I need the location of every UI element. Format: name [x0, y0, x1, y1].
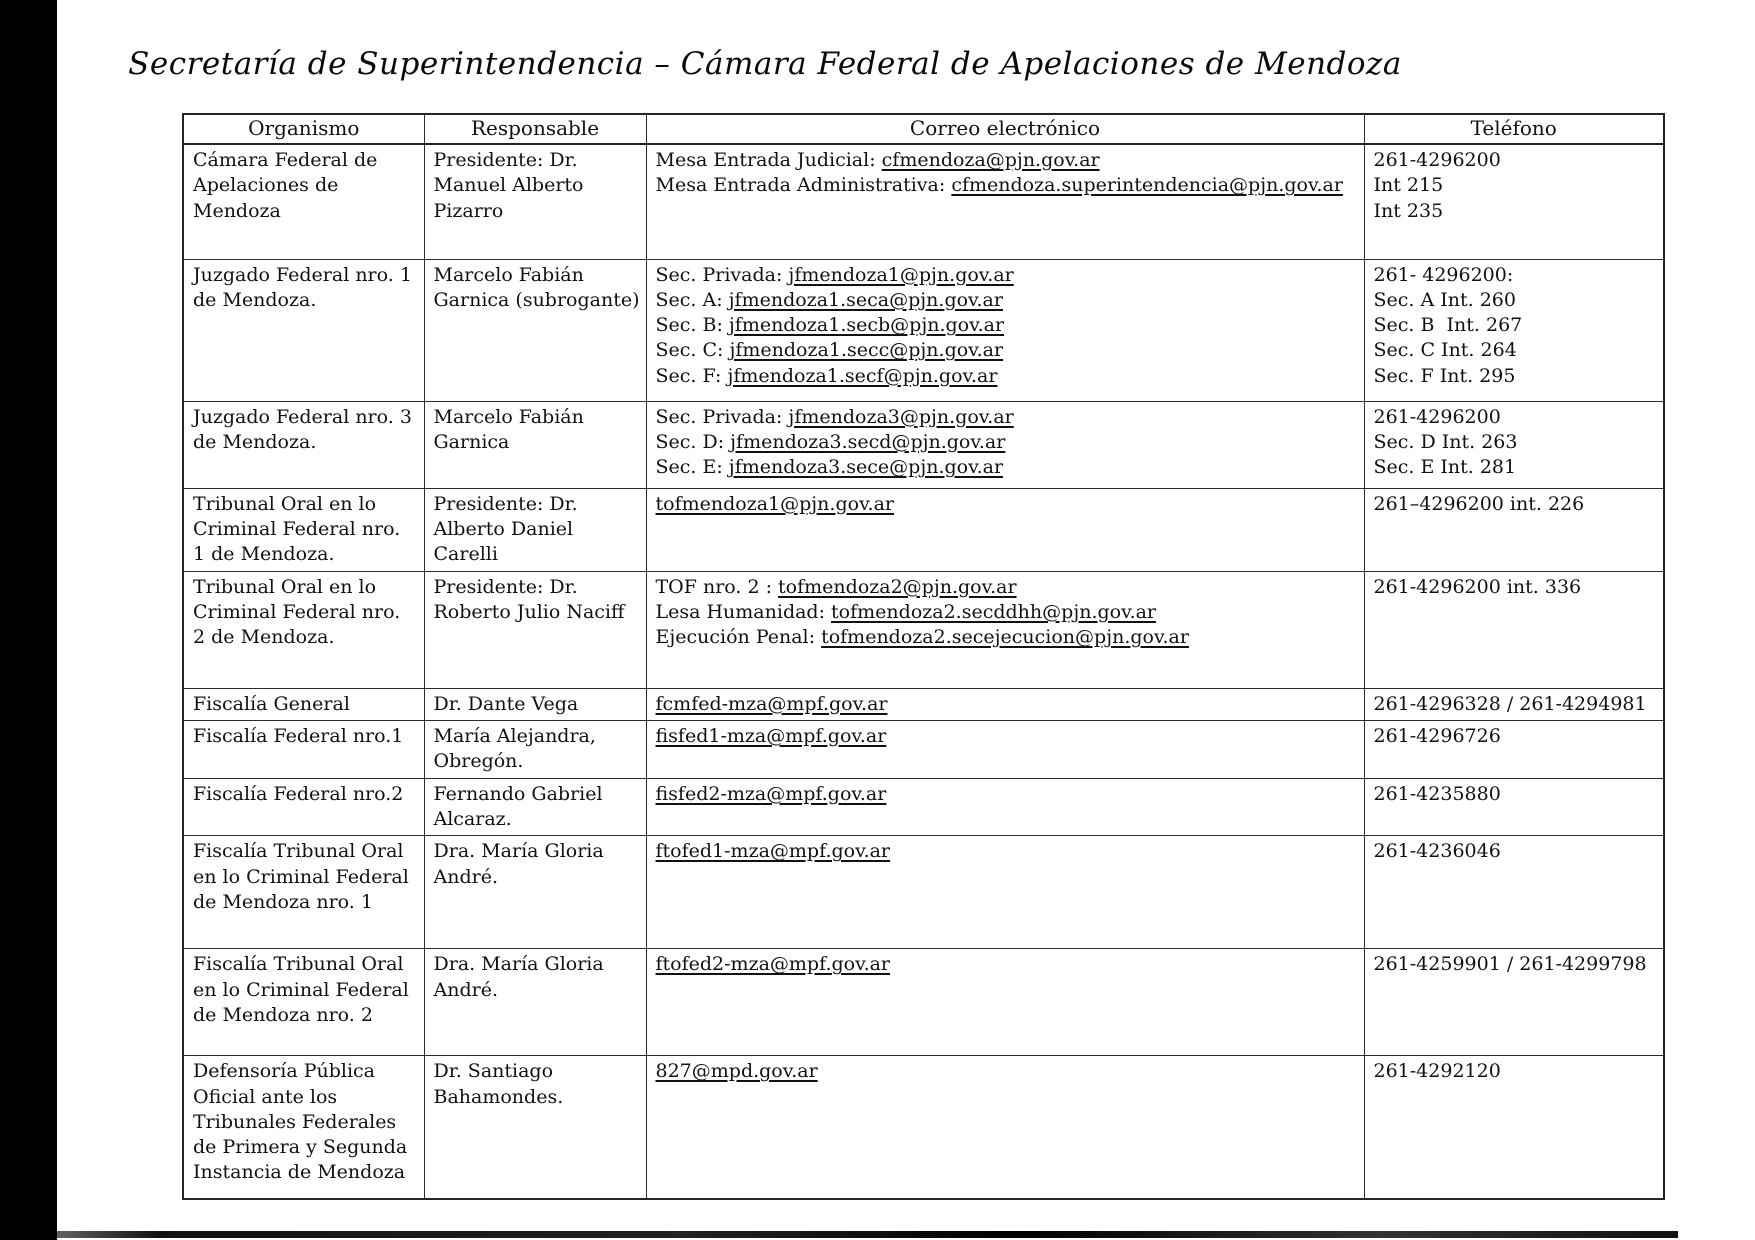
column-header-organismo: Organismo: [183, 114, 424, 144]
email-label: Sec. E:: [655, 456, 729, 479]
scan-artifact-left-bar: [0, 0, 57, 1240]
email-line: [656, 338, 1358, 363]
email-link[interactable]: ftofed1-mza@mpf.gov.ar: [655, 840, 891, 863]
cell-telefono: [1364, 720, 1664, 778]
phone-line: 261-4296200 int. 336: [1373, 575, 1582, 598]
phone-line: 261-4259901 / 261-4299798: [1373, 953, 1647, 976]
email-link[interactable]: tofmendoza1@pjn.gov.ar: [655, 492, 894, 515]
phone-line: Sec. C Int. 264: [1373, 339, 1517, 362]
email-line: [656, 1059, 1358, 1084]
phone-line: 261-4296726: [1373, 724, 1501, 747]
cell-organismo: Juzgado Federal nro. 1 de Mendoza.: [183, 259, 424, 401]
cell-responsable: Marcelo Fabián Garnica (subrogante): [424, 259, 646, 401]
column-header-responsable: Responsable: [424, 114, 646, 144]
email-link[interactable]: fisfed2-mza@mpf.gov.ar: [655, 782, 887, 805]
phone-line: Sec. A Int. 260: [1373, 288, 1516, 311]
cell-organismo: Fiscalía Federal nro.1: [183, 720, 424, 778]
phone-line: 261-4296200: [1373, 405, 1501, 428]
email-line: [656, 148, 1358, 173]
email-label: Sec. C:: [655, 339, 730, 362]
cell-telefono: [1364, 688, 1664, 720]
cell-responsable: Fernando Gabriel Alcaraz.: [424, 778, 646, 836]
email-label: Ejecución Penal:: [655, 626, 822, 649]
email-label: Sec. A:: [655, 288, 729, 311]
phone-line: 261-4235880: [1373, 782, 1501, 805]
email-line: [656, 839, 1358, 864]
table-row: [183, 1056, 1664, 1199]
phone-line: 261-4236046: [1373, 840, 1501, 863]
email-line: [656, 288, 1358, 313]
cell-correo: [646, 401, 1364, 488]
email-line: [656, 430, 1358, 455]
cell-telefono: [1364, 949, 1664, 1056]
phone-line: Sec. F Int. 295: [1373, 364, 1516, 387]
cell-telefono: [1364, 488, 1664, 571]
cell-telefono: [1364, 836, 1664, 949]
phone-line: Int 215: [1373, 174, 1444, 197]
email-line: [656, 600, 1358, 625]
cell-correo: [646, 571, 1364, 688]
email-line: [656, 492, 1358, 517]
email-link[interactable]: jfmendoza1.secb@pjn.gov.ar: [728, 314, 1005, 337]
email-link[interactable]: jfmendoza1@pjn.gov.ar: [788, 263, 1014, 286]
phone-line: Int 235: [1373, 199, 1444, 222]
email-line: [656, 575, 1358, 600]
email-link[interactable]: fcmfed-mza@mpf.gov.ar: [655, 692, 888, 715]
cell-organismo: Fiscalía Tribunal Oral en lo Criminal Federal de Mendoza nro. 2: [183, 949, 424, 1056]
email-line: [656, 724, 1358, 749]
phone-line: 261- 4296200:: [1373, 263, 1514, 286]
table-row: [183, 144, 1664, 259]
table-row: [183, 836, 1664, 949]
cell-organismo: Fiscalía Federal nro.2: [183, 778, 424, 836]
cell-responsable: Presidente: Dr. Roberto Julio Naciff: [424, 571, 646, 688]
email-label: Sec. D:: [655, 430, 731, 453]
email-label: TOF nro. 2 :: [655, 575, 779, 598]
email-line: [656, 173, 1358, 198]
header-row: [183, 114, 1664, 144]
email-label: Sec. Privada:: [655, 263, 789, 286]
cell-correo: [646, 836, 1364, 949]
email-label: Mesa Entrada Judicial:: [655, 149, 882, 171]
table-header: [183, 114, 1664, 144]
cell-responsable: Presidente: Dr. Alberto Daniel Carelli: [424, 488, 646, 571]
table-row: [183, 720, 1664, 778]
cell-responsable: Dra. María Gloria André.: [424, 949, 646, 1056]
cell-correo: [646, 1056, 1364, 1199]
cell-responsable: Presidente: Dr. Manuel Alberto Pizarro: [424, 144, 646, 259]
cell-organismo: Fiscalía Tribunal Oral en lo Criminal Federal de Mendoza nro. 1: [183, 836, 424, 949]
email-link[interactable]: jfmendoza1.secf@pjn.gov.ar: [727, 364, 998, 387]
cell-telefono: [1364, 144, 1664, 259]
email-line: [656, 313, 1358, 338]
email-link[interactable]: fisfed1-mza@mpf.gov.ar: [655, 724, 887, 747]
email-line: [656, 405, 1358, 430]
cell-telefono: [1364, 401, 1664, 488]
email-line: [656, 364, 1358, 389]
cell-telefono: [1364, 571, 1664, 688]
page-title: Secretaría de Superintendencia – Cámara Federal de Apelaciones de Mendoza: [128, 46, 1402, 82]
email-label: Sec. B:: [655, 314, 729, 337]
table-row: [183, 401, 1664, 488]
cell-responsable: Dra. María Gloria André.: [424, 836, 646, 949]
phone-line: 261-4292120: [1373, 1060, 1501, 1083]
cell-organismo: Tribunal Oral en lo Criminal Federal nro. 1 de Mendoza.: [183, 488, 424, 571]
cell-organismo: Defensoría Pública Oficial ante los Tribunales Federales de Primera y Segunda Instancia de Mendoza: [183, 1056, 424, 1199]
email-link[interactable]: tofmendoza2@pjn.gov.ar: [778, 575, 1017, 598]
email-label: Lesa Humanidad:: [655, 600, 832, 623]
cell-correo: [646, 688, 1364, 720]
phone-line: Sec. E Int. 281: [1373, 456, 1517, 479]
table-row: [183, 778, 1664, 836]
email-link[interactable]: cfmendoza@pjn.gov.ar: [881, 149, 1100, 171]
cell-correo: [646, 778, 1364, 836]
cell-organismo: Tribunal Oral en lo Criminal Federal nro. 2 de Mendoza.: [183, 571, 424, 688]
email-link[interactable]: jfmendoza3.secd@pjn.gov.ar: [730, 430, 1006, 453]
email-line: [656, 625, 1358, 650]
phone-line: Sec. D Int. 263: [1373, 430, 1518, 453]
cell-responsable: Marcelo Fabián Garnica: [424, 401, 646, 488]
table-row: [183, 949, 1664, 1056]
email-line: [656, 263, 1358, 288]
table-row: [183, 488, 1664, 571]
email-link[interactable]: tofmendoza2.secejecucion@pjn.gov.ar: [821, 626, 1189, 649]
column-header-correo-electronico: Correo electrónico: [646, 114, 1364, 144]
email-line: [656, 692, 1358, 717]
email-link[interactable]: jfmendoza1.seca@pjn.gov.ar: [728, 288, 1003, 311]
email-label: Mesa Entrada Administrativa:: [655, 174, 952, 197]
cell-telefono: [1364, 778, 1664, 836]
email-link[interactable]: jfmendoza3@pjn.gov.ar: [788, 405, 1014, 428]
phone-line: 261–4296200 int. 226: [1373, 492, 1585, 515]
table-row: [183, 688, 1664, 720]
email-link[interactable]: 827@mpd.gov.ar: [655, 1060, 818, 1083]
cell-correo: [646, 144, 1364, 259]
cell-organismo: Cámara Federal de Apelaciones de Mendoza: [183, 144, 424, 259]
email-label: Sec. F:: [655, 364, 728, 387]
email-link[interactable]: tofmendoza2.secddhh@pjn.gov.ar: [831, 600, 1157, 623]
email-link[interactable]: jfmendoza3.sece@pjn.gov.ar: [728, 456, 1004, 479]
cell-correo: [646, 488, 1364, 571]
email-link[interactable]: jfmendoza1.secc@pjn.gov.ar: [729, 339, 1004, 362]
cell-responsable: Dr. Santiago Bahamondes.: [424, 1056, 646, 1199]
cell-responsable: María Alejandra, Obregón.: [424, 720, 646, 778]
cell-responsable: Dr. Dante Vega: [424, 688, 646, 720]
cell-correo: [646, 949, 1364, 1056]
phone-line: 261-4296328 / 261-4294981: [1373, 692, 1647, 715]
table-row: [183, 571, 1664, 688]
cell-telefono: [1364, 259, 1664, 401]
email-line: [656, 782, 1358, 807]
cell-correo: [646, 720, 1364, 778]
column-header-telefono: Teléfono: [1364, 114, 1664, 144]
cell-organismo: Juzgado Federal nro. 3 de Mendoza.: [183, 401, 424, 488]
cell-correo: [646, 259, 1364, 401]
email-line: [656, 455, 1358, 480]
cell-organismo: Fiscalía General: [183, 688, 424, 720]
contacts-table: [182, 113, 1665, 1200]
scan-artifact-bottom-bar: [28, 1231, 1678, 1238]
phone-line: Sec. B Int. 267: [1373, 314, 1523, 337]
email-link[interactable]: cfmendoza.superintendencia@pjn.gov.ar: [951, 174, 1343, 197]
email-line: [656, 952, 1358, 977]
table-row: [183, 259, 1664, 401]
email-link[interactable]: ftofed2-mza@mpf.gov.ar: [655, 953, 891, 976]
cell-telefono: [1364, 1056, 1664, 1199]
table-body: [183, 144, 1664, 1199]
email-label: Sec. Privada:: [655, 405, 789, 428]
phone-line: 261-4296200: [1373, 149, 1501, 171]
